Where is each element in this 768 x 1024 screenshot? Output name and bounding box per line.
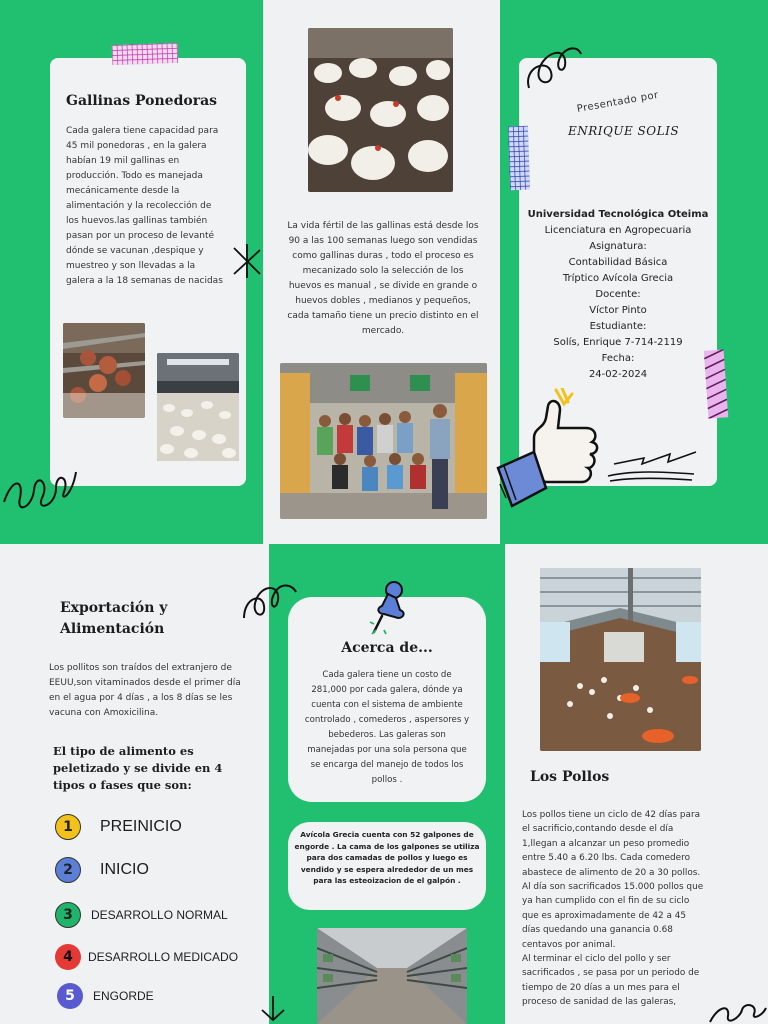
phase-item [55,944,238,970]
export-title-line-1: Exportación y [60,600,168,616]
zigzag-doodle-icon [604,448,700,484]
portada-line: Solís, Enrique 7-714-2119 [553,337,683,348]
portada-line: Contabilidad Básica [568,257,668,268]
export-title [60,598,167,640]
sparkle-doodle-icon [230,244,264,278]
photo-cage-corridor [317,928,467,1024]
phase-number-badge: 5 [57,983,83,1009]
loop-doodle-top-icon [525,42,585,94]
phase-label: PREINICIO [100,818,182,835]
phase-label: INICIO [100,861,149,878]
washi-tape-blue-icon [508,126,530,191]
portada-line: Tríptico Avícola Grecia [562,273,674,284]
phase-number-badge: 3 [55,902,81,928]
pushpin-icon [368,580,408,636]
vida-fertil-text: La vida fértil de las gallinas está desde los 90 a las 100 semanas luego son vendidas como gallinas duras , todo el proceso es mecanizado solo la selección de los huevos es manual , se divide en grande o huevos dobles , medianos y pequeños, cada tamaño tiene un precio distinto en el mercado. [287,221,479,336]
galpones-text: Avícola Grecia cuenta con 52 galpones de engorde . La cama de los galpones se utiliza para dos camadas de pollos y luego es vendido y se espera alrededor de un mes para las esteoizacion de el galpón . [294,830,480,885]
photo-broiler-house [540,568,701,751]
export-text: Los pollitos son traídos del extranjero de EEUU,son vitaminados desde el primer día en el agua por 4 días , a los 8 días se les vacuna con Amoxicilina. [49,663,241,718]
gallinas-text: Cada galera tiene capacidad para 45 mil ponedoras , en la galera habían 19 mil gallinas en producción. Todo es manejada mecánicamente desde la alimentación y la recolección de los huevos.las gallinas también pasan por un proceso de levanté dónde se vacunan ,despique y muestreo y son llevadas a la galera a la 18 semanas de nacidas [66,126,223,286]
arrow-doodle-icon [258,996,288,1024]
portada-line: Docente: [595,289,641,300]
photo-caged-hens [63,323,145,418]
washi-tape-icon [112,43,179,65]
alimento-text: El tipo de alimento es peletizado y se divide en 4 tipos o fases que son: [53,744,223,792]
pollos-paragraph: Al día son sacrificados 15.000 pollos que ya han cumplido con el fin de su ciclo que es aproximadamente de 42 a 45 días quedando una ganancia 0.68 centavos por animal. [522,882,704,950]
pollos-title: Los Pollos [530,769,610,785]
photo-hen-house [157,353,239,461]
phase-label: DESARROLLO NORMAL [91,908,228,922]
phase-number-badge: 4 [55,944,81,970]
portada-line: Asignatura: [589,241,647,252]
acerca-title: Acerca de... [341,640,433,656]
phase-item [55,857,149,883]
phase-number-badge: 1 [55,814,81,840]
pollos-text [522,808,706,1010]
portada-line: Estudiante: [589,321,647,332]
portada-line: 24-02-2024 [588,369,648,380]
phase-item [55,902,228,928]
phase-label: DESARROLLO MEDICADO [88,950,239,964]
presentado-label: Presentado por [576,89,660,115]
universidad-name: Universidad Tecnológica Oteima [527,209,709,220]
acerca-text: Cada galera tiene un costo de 281,000 por cada galera, dónde ya cuenta con el sistema de ambiente controlado , comederos , aspersores y bebederos. Las galeras son manejadas por una sola persona que se encarga del manejo de todos los pollos . [304,670,470,785]
phase-label: ENGORDE [93,989,154,1003]
photo-group-workers [280,363,487,519]
thumbs-up-icon [494,388,604,522]
phase-item [55,814,182,840]
photo-hens-floor [308,28,453,192]
autor-label: ENRIQUE SOLIS [568,124,680,138]
loop-doodle-bottom-icon [708,1000,768,1024]
portada-info [522,207,714,383]
portada-line: Fecha: [601,353,635,364]
phase-number-badge: 2 [55,857,81,883]
portada-line: Víctor Pinto [589,305,647,316]
pollos-paragraph: Los pollos tiene un ciclo de 42 días para el sacrificio,contando desde el día 1,llegan a alcanzar un peso promedio entre 5.40 a 6.20 lbs. Cada comedero abastece de alimento de 20 a 30 pollos. [522,810,701,878]
export-title-line-2: Alimentación [60,621,165,637]
gallinas-title: Gallinas Ponedoras [66,93,218,109]
phase-item [57,983,154,1009]
portada-line: Licenciatura en Agropecuaria [544,225,692,236]
pollos-paragraph: Al terminar el ciclo del pollo y ser sacrificados , se pasa por un periodo de tiempo de 20 días a un mes para el proceso de sanidad de las galeras, [522,954,700,1008]
loop-doodle-icon [2,458,78,514]
